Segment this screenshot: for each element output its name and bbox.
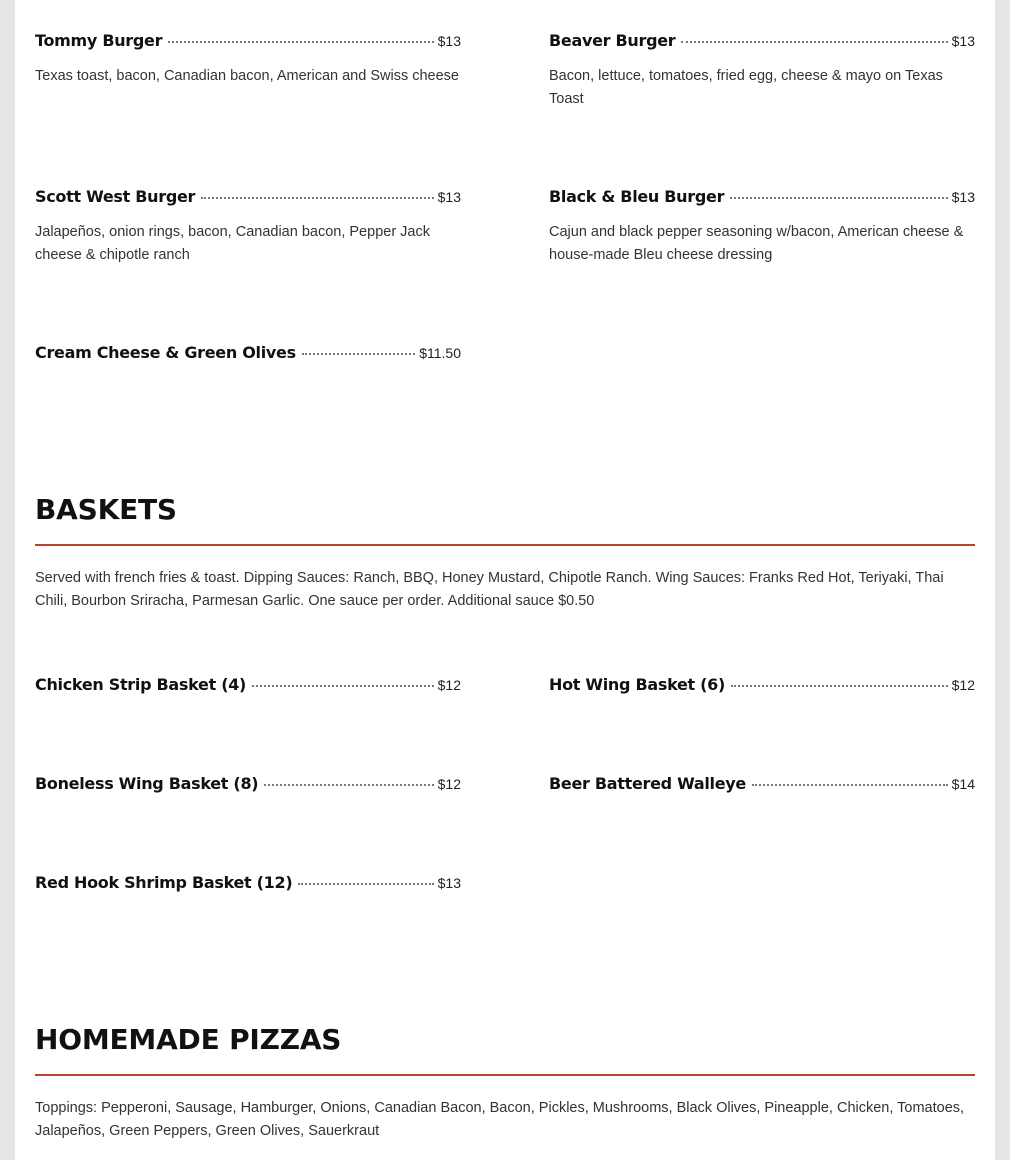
menu-item-price: $14 — [951, 776, 975, 792]
dot-leader — [681, 41, 947, 43]
section-divider — [35, 1074, 975, 1076]
menu-item-cream-cheese-green-olives — [35, 343, 461, 367]
section-description-baskets: Served with french fries & toast. Dipping Sauces: Ranch, BBQ, Honey Mustard, Chipotle Ranch. Wing Sauces: Franks Red Hot, Teriyaki, Thai Chili, Bourbon Sriracha, Parmesan Garlic. One sauce per order. Additional sauce $0.50 — [35, 570, 944, 609]
menu-item-beaver-burger — [549, 31, 975, 111]
dot-leader — [730, 197, 947, 199]
dot-leader — [168, 41, 433, 43]
menu-item-black-bleu-burger — [549, 187, 975, 267]
menu-item-description: Bacon, lettuce, tomatoes, fried egg, cheese & mayo on Texas Toast — [549, 68, 943, 107]
menu-item-description: Texas toast, bacon, Canadian bacon, American and Swiss cheese — [35, 68, 459, 84]
menu-item-price: $12 — [437, 677, 461, 693]
dot-leader — [201, 197, 434, 199]
dot-leader — [302, 353, 415, 355]
section-title-baskets: BASKETS — [35, 493, 177, 526]
menu-item-boneless-wing-basket — [35, 774, 461, 798]
menu-item-name: Beaver Burger — [549, 31, 676, 50]
menu-item-beer-battered-walleye — [549, 774, 975, 798]
menu-item-price: $12 — [437, 776, 461, 792]
menu-item-name: Chicken Strip Basket (4) — [35, 675, 247, 694]
dot-leader — [752, 784, 948, 786]
menu-item-name: Black & Bleu Burger — [549, 187, 725, 206]
dot-leader — [264, 784, 433, 786]
menu-item-chicken-strip-basket — [35, 675, 461, 699]
menu-item-description: Jalapeños, onion rings, bacon, Canadian bacon, Pepper Jack cheese & chipotle ranch — [35, 224, 430, 263]
menu-item-price: $13 — [437, 33, 461, 49]
menu-page — [15, 0, 995, 1160]
section-title-pizzas: HOMEMADE PIZZAS — [35, 1023, 342, 1056]
menu-item-price: $12 — [951, 677, 975, 693]
menu-item-name: Beer Battered Walleye — [549, 774, 746, 793]
menu-item-name: Scott West Burger — [35, 187, 196, 206]
dot-leader — [298, 883, 433, 885]
menu-item-name: Hot Wing Basket (6) — [549, 675, 726, 694]
menu-item-name: Red Hook Shrimp Basket (12) — [35, 873, 293, 892]
dot-leader — [731, 685, 948, 687]
menu-item-description: Cajun and black pepper seasoning w/bacon, American cheese & house-made Bleu cheese dressing — [549, 224, 964, 263]
menu-item-name: Cream Cheese & Green Olives — [35, 343, 296, 362]
menu-item-name: Boneless Wing Basket (8) — [35, 774, 259, 793]
menu-item-price: $13 — [437, 875, 461, 891]
dot-leader — [252, 685, 434, 687]
menu-item-price: $13 — [951, 189, 975, 205]
menu-item-name: Tommy Burger — [35, 31, 163, 50]
menu-item-scott-west-burger — [35, 187, 461, 267]
menu-item-tommy-burger — [35, 31, 461, 88]
section-description-pizzas: Toppings: Pepperoni, Sausage, Hamburger, Onions, Canadian Bacon, Bacon, Pickles, Mushrooms, Black Olives, Pineapple, Chicken, Tomatoes, Jalapeños, Green Peppers, Green Olives, Sauerkraut — [35, 1100, 965, 1139]
menu-item-hot-wing-basket — [549, 675, 975, 699]
menu-item-price: $13 — [951, 33, 975, 49]
menu-item-red-hook-shrimp-basket — [35, 873, 461, 897]
section-divider — [35, 544, 975, 546]
menu-item-price: $13 — [437, 189, 461, 205]
menu-item-price: $11.50 — [419, 345, 461, 361]
